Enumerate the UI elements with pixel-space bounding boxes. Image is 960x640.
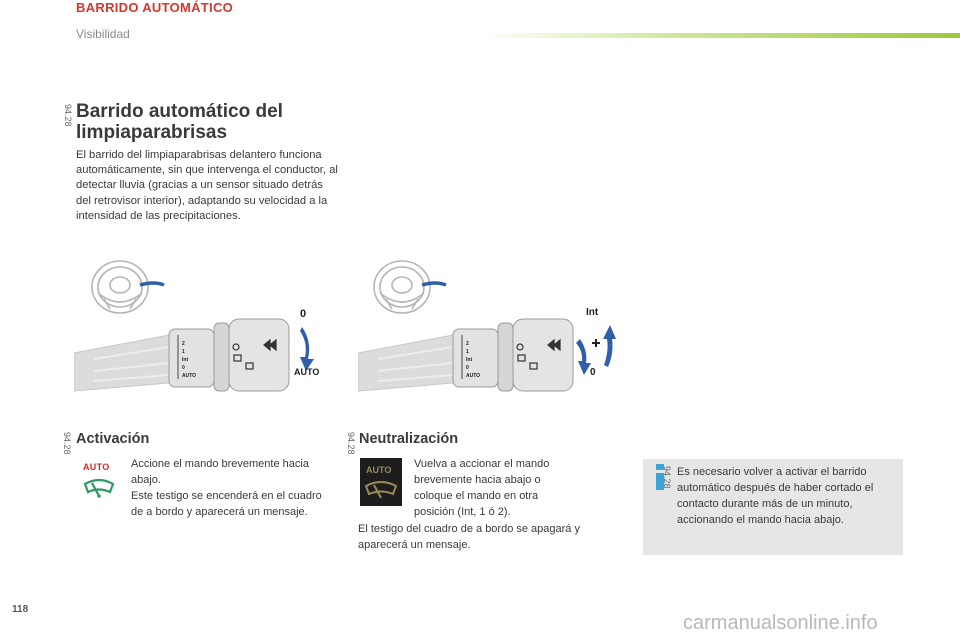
callout-bottom: AUTO [294,367,320,377]
wiper-stalk [358,319,573,391]
wiper-auto-icon [82,474,116,500]
callout-top: Int [586,307,599,318]
ref-code-info: 94.28 [662,466,672,489]
pos-2: 2 [182,341,185,347]
pos-0: 0 [182,365,185,371]
auto-lamp-label: AUTO [83,462,110,472]
stalk-highlight [140,283,164,285]
info-text: Es necesario volver a activar el barrido automático después de haber cortado el contacto durante más de un minuto, accionando el mando hacia abajo. [677,466,874,526]
steering-wheel-icon [92,261,148,313]
watermark: carmanualsonline.info [683,612,878,634]
pos-int: Int [182,357,189,363]
callout-top: 0 [300,308,307,320]
auto-lamp-off [360,458,402,506]
wiper-stalk [74,319,289,391]
arrow-up-icon [603,325,616,367]
callout-bottom: 0 [590,367,596,378]
pos-int: Int [466,357,473,363]
subchapter-title: Visibilidad [76,27,130,41]
stalk-highlight [422,283,446,285]
plus-icon [592,339,600,347]
activation-heading: Activación [76,431,150,447]
figure-neutralization [358,255,618,400]
figure-activation [74,255,334,400]
pos-1: 1 [466,349,469,355]
pos-1: 1 [182,349,185,355]
activation-text-2: Este testigo se encenderá en el cuadro de a bordo y aparecerá un mensaje. [131,490,322,518]
neutralization-text-1: Vuelva a accionar el mando brevemente hacia abajo o coloque el mando en otra posición (Int, 1 ó 2). [414,458,550,518]
ref-code-title: 94.28 [63,104,73,127]
activation-text-1: Accione el mando brevemente hacia abajo. [131,458,309,486]
neutralization-heading: Neutralización [359,431,459,447]
header-rule [480,33,960,38]
neutralization-text-2: El testigo del cuadro de a bordo se apagará y aparecerá un mensaje. [358,523,580,551]
auto-lamp-off-label: AUTO [366,465,392,475]
pos-0: 0 [466,365,469,371]
page-number: 118 [12,604,29,615]
arrow-down-icon [576,339,591,375]
ref-code-neutralization: 94.28 [346,432,356,455]
pos-2: 2 [466,341,469,347]
pos-auto: AUTO [466,373,481,379]
arrow-down-icon [300,327,314,371]
ref-code-activation: 94.28 [62,432,72,455]
intro-paragraph: El barrido del limpiaparabrisas delantero funciona automáticamente, sin que intervenga el conductor, al detectar lluvia (gracias a un sensor situado detrás del retrovisor interior), adaptando su velocidad a la intensidad de las precipitaciones. [76,149,338,222]
page-title: Barrido automático del limpiaparabrisas [76,101,283,143]
steering-wheel-icon [374,261,430,313]
pos-auto: AUTO [182,373,197,379]
chapter-title: BARRIDO AUTOMÁTICO [76,0,234,15]
wiper-off-icon [366,482,396,498]
